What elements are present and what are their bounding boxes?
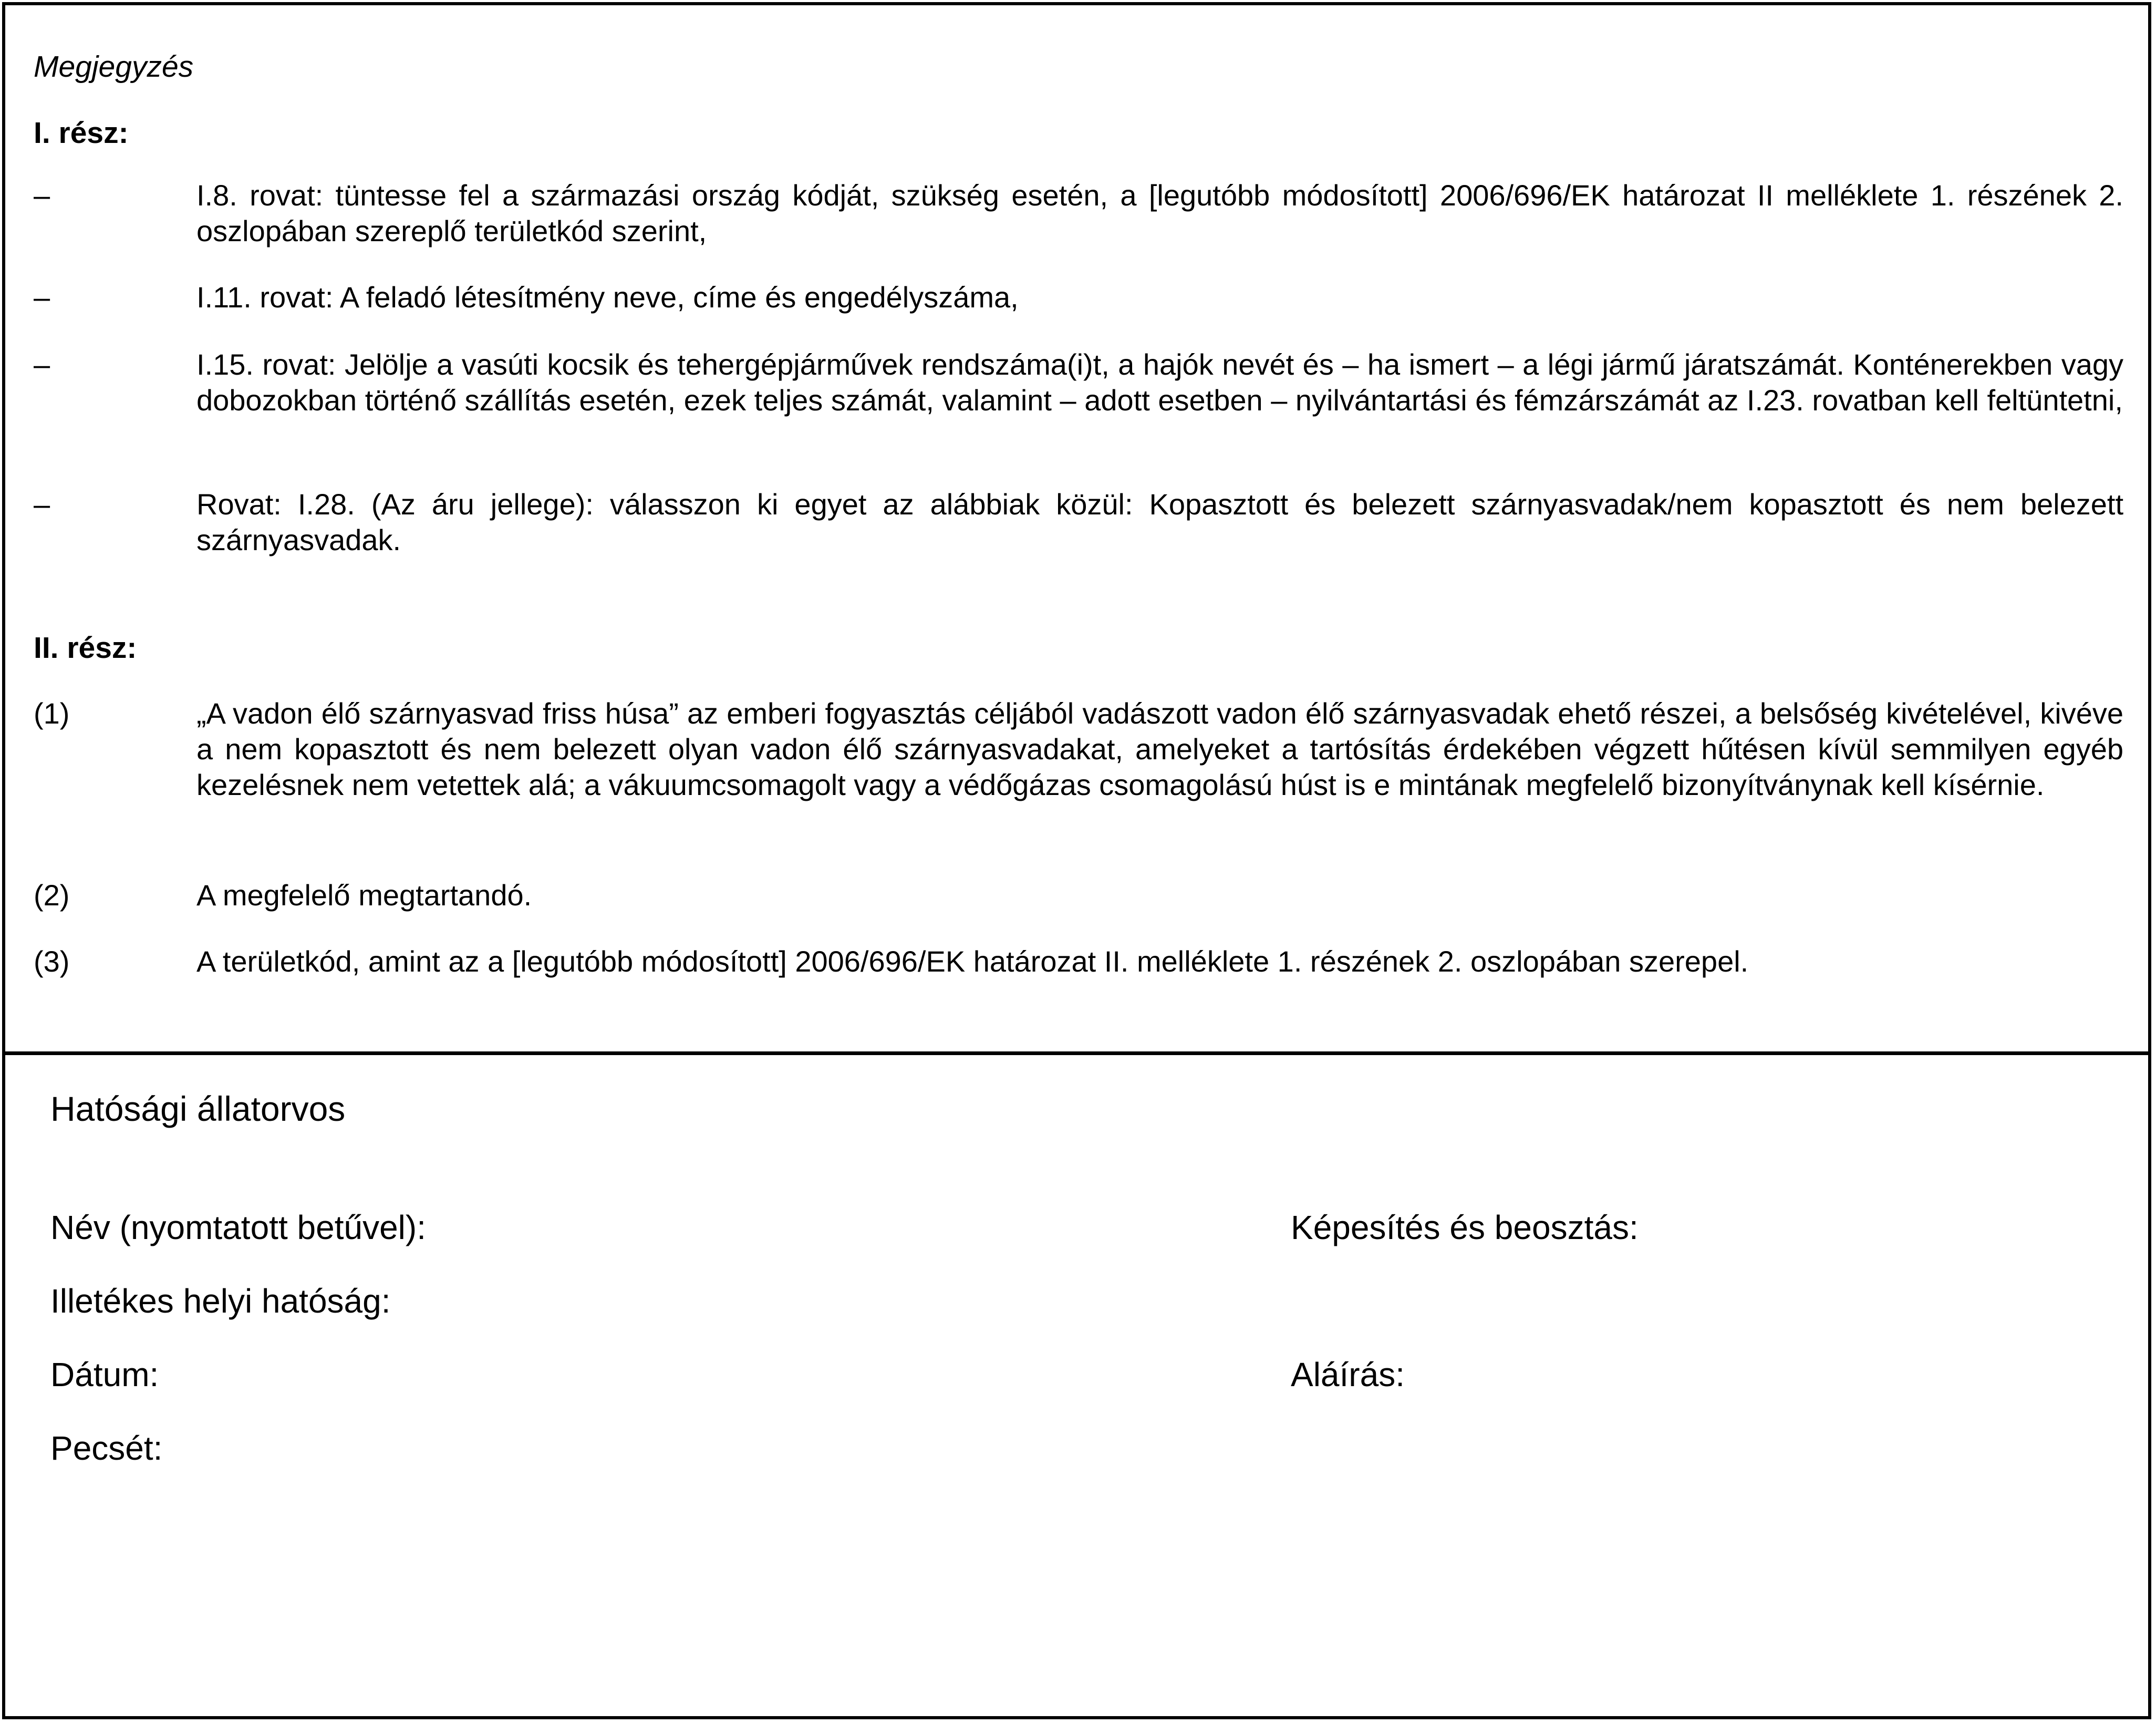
list-marker: – xyxy=(34,488,50,521)
signature-section xyxy=(5,1055,2148,1716)
part2-item-1 xyxy=(34,696,2123,803)
name-label: Név (nyomtatott betűvel): xyxy=(50,1209,426,1246)
notes-section xyxy=(5,5,2148,1055)
notes-title: Megjegyzés xyxy=(34,50,194,84)
part1-item-1 xyxy=(34,178,2123,249)
part2-item-2 xyxy=(34,878,2123,913)
part1-item-3 xyxy=(34,347,2123,418)
list-marker: (2) xyxy=(34,879,70,912)
list-item-text: I.15. rovat: Jelölje a vasúti kocsik és tehergépjárművek rendszáma(i)t, a hajók nevét és – ha ismert – a légi jármű járatszámát. Konténerekben vagy dobozokban történő szállítás esetén, ezek teljes számát, valamint – adott esetben – nyilvántartási és fémzárszámát az I.23. rovatban kell feltüntetni, xyxy=(196,348,2123,417)
part2-item-3 xyxy=(34,944,2123,979)
list-marker: – xyxy=(34,179,50,212)
list-item-text: I.11. rovat: A feladó létesítmény neve, címe és engedélyszáma, xyxy=(196,281,1019,314)
stamp-label: Pecsét: xyxy=(50,1429,163,1467)
part1-item-4 xyxy=(34,487,2123,558)
list-item-text: A megfelelő megtartandó. xyxy=(196,879,532,912)
qualification-label: Képesítés és beosztás: xyxy=(1291,1209,1639,1246)
list-marker: (1) xyxy=(34,697,70,730)
authority-label: Illetékes helyi hatóság: xyxy=(50,1282,391,1320)
list-marker: – xyxy=(34,348,50,381)
part2-heading: II. rész: xyxy=(34,631,137,665)
list-marker: – xyxy=(34,281,50,314)
certificate-frame xyxy=(2,2,2151,1719)
list-marker: (3) xyxy=(34,945,70,978)
signature-label: Aláírás: xyxy=(1291,1356,1405,1393)
date-label: Dátum: xyxy=(50,1356,159,1393)
list-item-text: Rovat: I.28. (Az áru jellege): válasszon ki egyet az alábbiak közül: Kopasztott és belezett szárnyasvadak/nem kopasztott és nem belezett szárnyasvadak. xyxy=(196,488,2123,556)
list-item-text: A területkód, amint az a [legutóbb módosított] 2006/696/EK határozat II. melléklete 1. részének 2. oszlopában szerepel. xyxy=(196,945,1749,978)
part1-item-2 xyxy=(34,280,2123,315)
signature-title: Hatósági állatorvos xyxy=(50,1089,346,1128)
list-item-text: „A vadon élő szárnyasvad friss húsa” az emberi fogyasztás céljából vadászott vadon élő szárnyasvadak ehető részei, a belsőség kivételével, kivéve a nem kopasztott és nem belezett olyan vadon élő szárnyasvadakat, amelyeket a tartósítás érdekében végzett hűtésen kívül semmilyen egyéb kezelésnek nem vetettek alá; a vákuumcsomagolt vagy a védőgázas csomagolású húst is e mintának megfelelő bizonyítványnak kell kísérnie. xyxy=(196,697,2123,801)
list-item-text: I.8. rovat: tüntesse fel a származási ország kódját, szükség esetén, a [legutóbb módosított] 2006/696/EK határozat II melléklete 1. részének 2. oszlopában szereplő területkód szerint, xyxy=(196,179,2123,247)
part1-heading: I. rész: xyxy=(34,116,129,150)
